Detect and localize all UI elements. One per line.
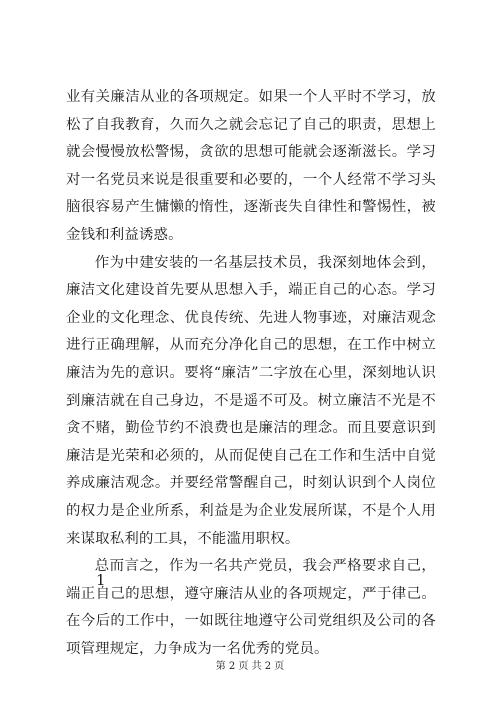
paragraph-conclusion: 总而言之，作为一名共产党员，我会严格要求自己，端正自己的思想，遵守廉洁从业的各项规定，严于律己。在今后的工作中，一如既往地遵守公司党组织及公司的各项管理规定，力争成为一名优秀的党员。 — [66, 558, 436, 657]
page-footer: 第 2 页 共 2 页 — [215, 661, 285, 672]
body-text — [66, 84, 436, 663]
paragraph-continuation: 业有关廉洁从业的各项规定。如果一个人平时不学习，放松了自我教育，久而久之就会忘记了自己的职责，思想上就会慢慢放松警惕，贪欲的思想可能就会逐渐滋长。学习对一名党员来说是很重要和必要的，一个人经常不学习头脑很容易产生慵懒的惰性，逐渐丧失自律性和警惕性，被金钱和利益诱惑。 — [66, 89, 436, 243]
paragraph-technician-reflection: 作为中建安装的一名基层技术员，我深刻地体会到，廉洁文化建设首先要从思想入手，端正自己的心态。学习企业的文化理念、优良传统、先进人物事迹，对廉洁观念进行正确理解，从而充分净化自己的思想，在工作中树立廉洁为先的意识。要将“廉洁”二字放在心里，深刻地认识到廉洁就在自己身边，不是遥不可及。树立廉洁不光是不贪不赌，勤俭节约不浪费也是廉洁的理念。而且要意识到廉洁是光荣和必须的，从而促使自己在工作和生活中自觉养成廉洁观念。并要经常警醒自己，时刻认识到个人岗位的权力是企业所系，利益是为企业发展所谋，不是个人用来谋取私利的工具，不能滥用职权。 — [66, 254, 436, 547]
page-number: 1 — [96, 571, 106, 589]
